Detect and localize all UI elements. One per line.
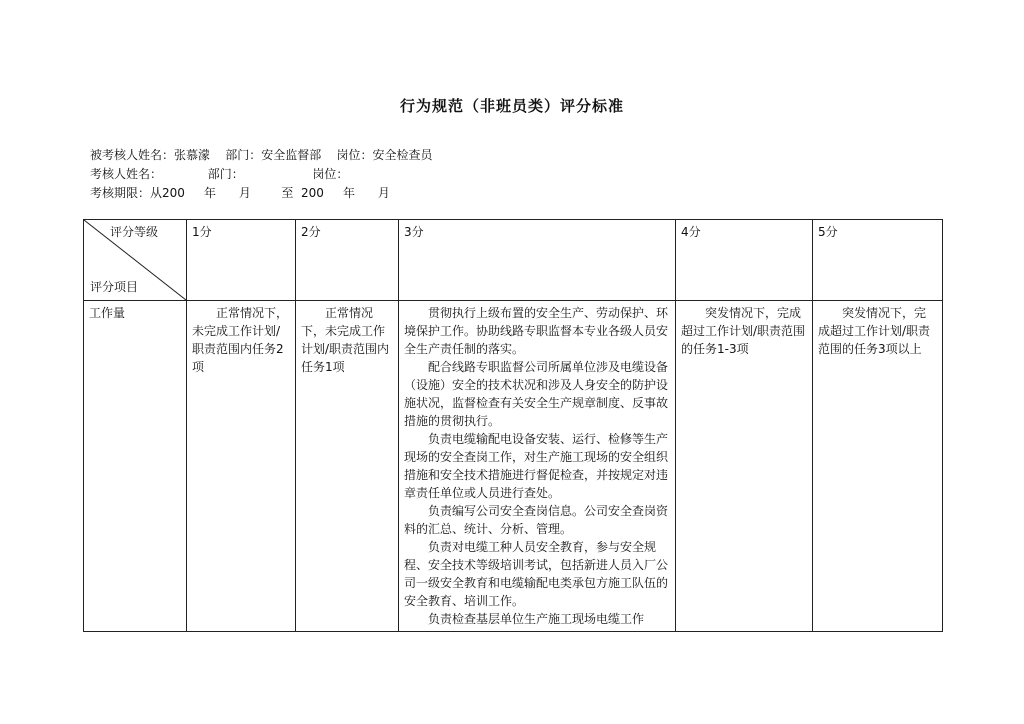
score-3-paragraph: 负责检查基层单位生产施工现场电缆工作 xyxy=(428,612,645,626)
header-score-item: 评分项目 xyxy=(90,280,139,294)
header-col-3: 3分 xyxy=(399,220,676,301)
score-3-paragraph: 负责编写公司安全查岗信息。公司安全查岗资料的汇总、统计、分析、管理。 xyxy=(404,504,669,536)
header-col-4: 4分 xyxy=(676,220,813,301)
score-1-criteria xyxy=(187,301,296,632)
diagonal-header-cell xyxy=(84,220,187,301)
header-col-1: 1分 xyxy=(187,220,296,301)
score-1-text: 正常情况下，未完成工作计划/职责范围内任务2项 xyxy=(192,306,289,374)
info-assessor-line: 考核人姓名： 部门： 岗位： xyxy=(90,167,349,181)
header-score-level: 评分等级 xyxy=(109,225,158,239)
score-2-criteria xyxy=(296,301,399,632)
table-row xyxy=(84,301,943,632)
info-assessee-line: 被考核人姓名：张慕濛 部门：安全监督部 岗位：安全检查员 xyxy=(90,148,433,162)
row-item-label: 工作量 xyxy=(84,301,187,632)
scoring-table xyxy=(83,219,943,632)
score-3-paragraph: 负责电缆输配电设备安装、运行、检修等生产现场的安全查岗工作，对生产施工现场的安全组织措施和安全技术措施进行督促检查，并按规定对违章责任单位或人员进行查处。 xyxy=(404,432,669,500)
score-5-text: 突发情况下，完成超过工作计划/职责范围的任务3项以上 xyxy=(818,306,931,356)
score-3-criteria xyxy=(399,301,676,632)
score-3-paragraph: 配合线路专职监督公司所属单位涉及电缆设备（设施）安全的技术状况和涉及人身安全的防护设施状况，监督检查有关安全生产规章制度、反事故措施的贯彻执行。 xyxy=(404,360,669,428)
info-period-line: 考核期限：从200 年 月 至 200 年 月 xyxy=(90,186,390,200)
score-4-criteria xyxy=(676,301,813,632)
score-5-criteria xyxy=(813,301,943,632)
header-col-5: 5分 xyxy=(813,220,943,301)
score-4-text: 突发情况下，完成超过工作计划/职责范围的任务1-3项 xyxy=(681,306,806,356)
page-title: 行为规范（非班员类）评分标准 xyxy=(399,97,624,115)
score-3-paragraph: 负责对电缆工种人员安全教育，参与安全规程、安全技术等级培训考试，包括新进人员入厂公司一级安全教育和电缆输配电类承包方施工队伍的安全教育、培训工作。 xyxy=(404,540,669,608)
score-2-text: 正常情况下，未完成工作计划/职责范围内任务1项 xyxy=(301,306,390,374)
table-header-row xyxy=(84,220,943,301)
score-3-paragraph: 贯彻执行上级布置的安全生产、劳动保护、环境保护工作。协助线路专职监督本专业各级人员安全生产责任制的落实。 xyxy=(404,306,669,356)
header-col-2: 2分 xyxy=(296,220,399,301)
